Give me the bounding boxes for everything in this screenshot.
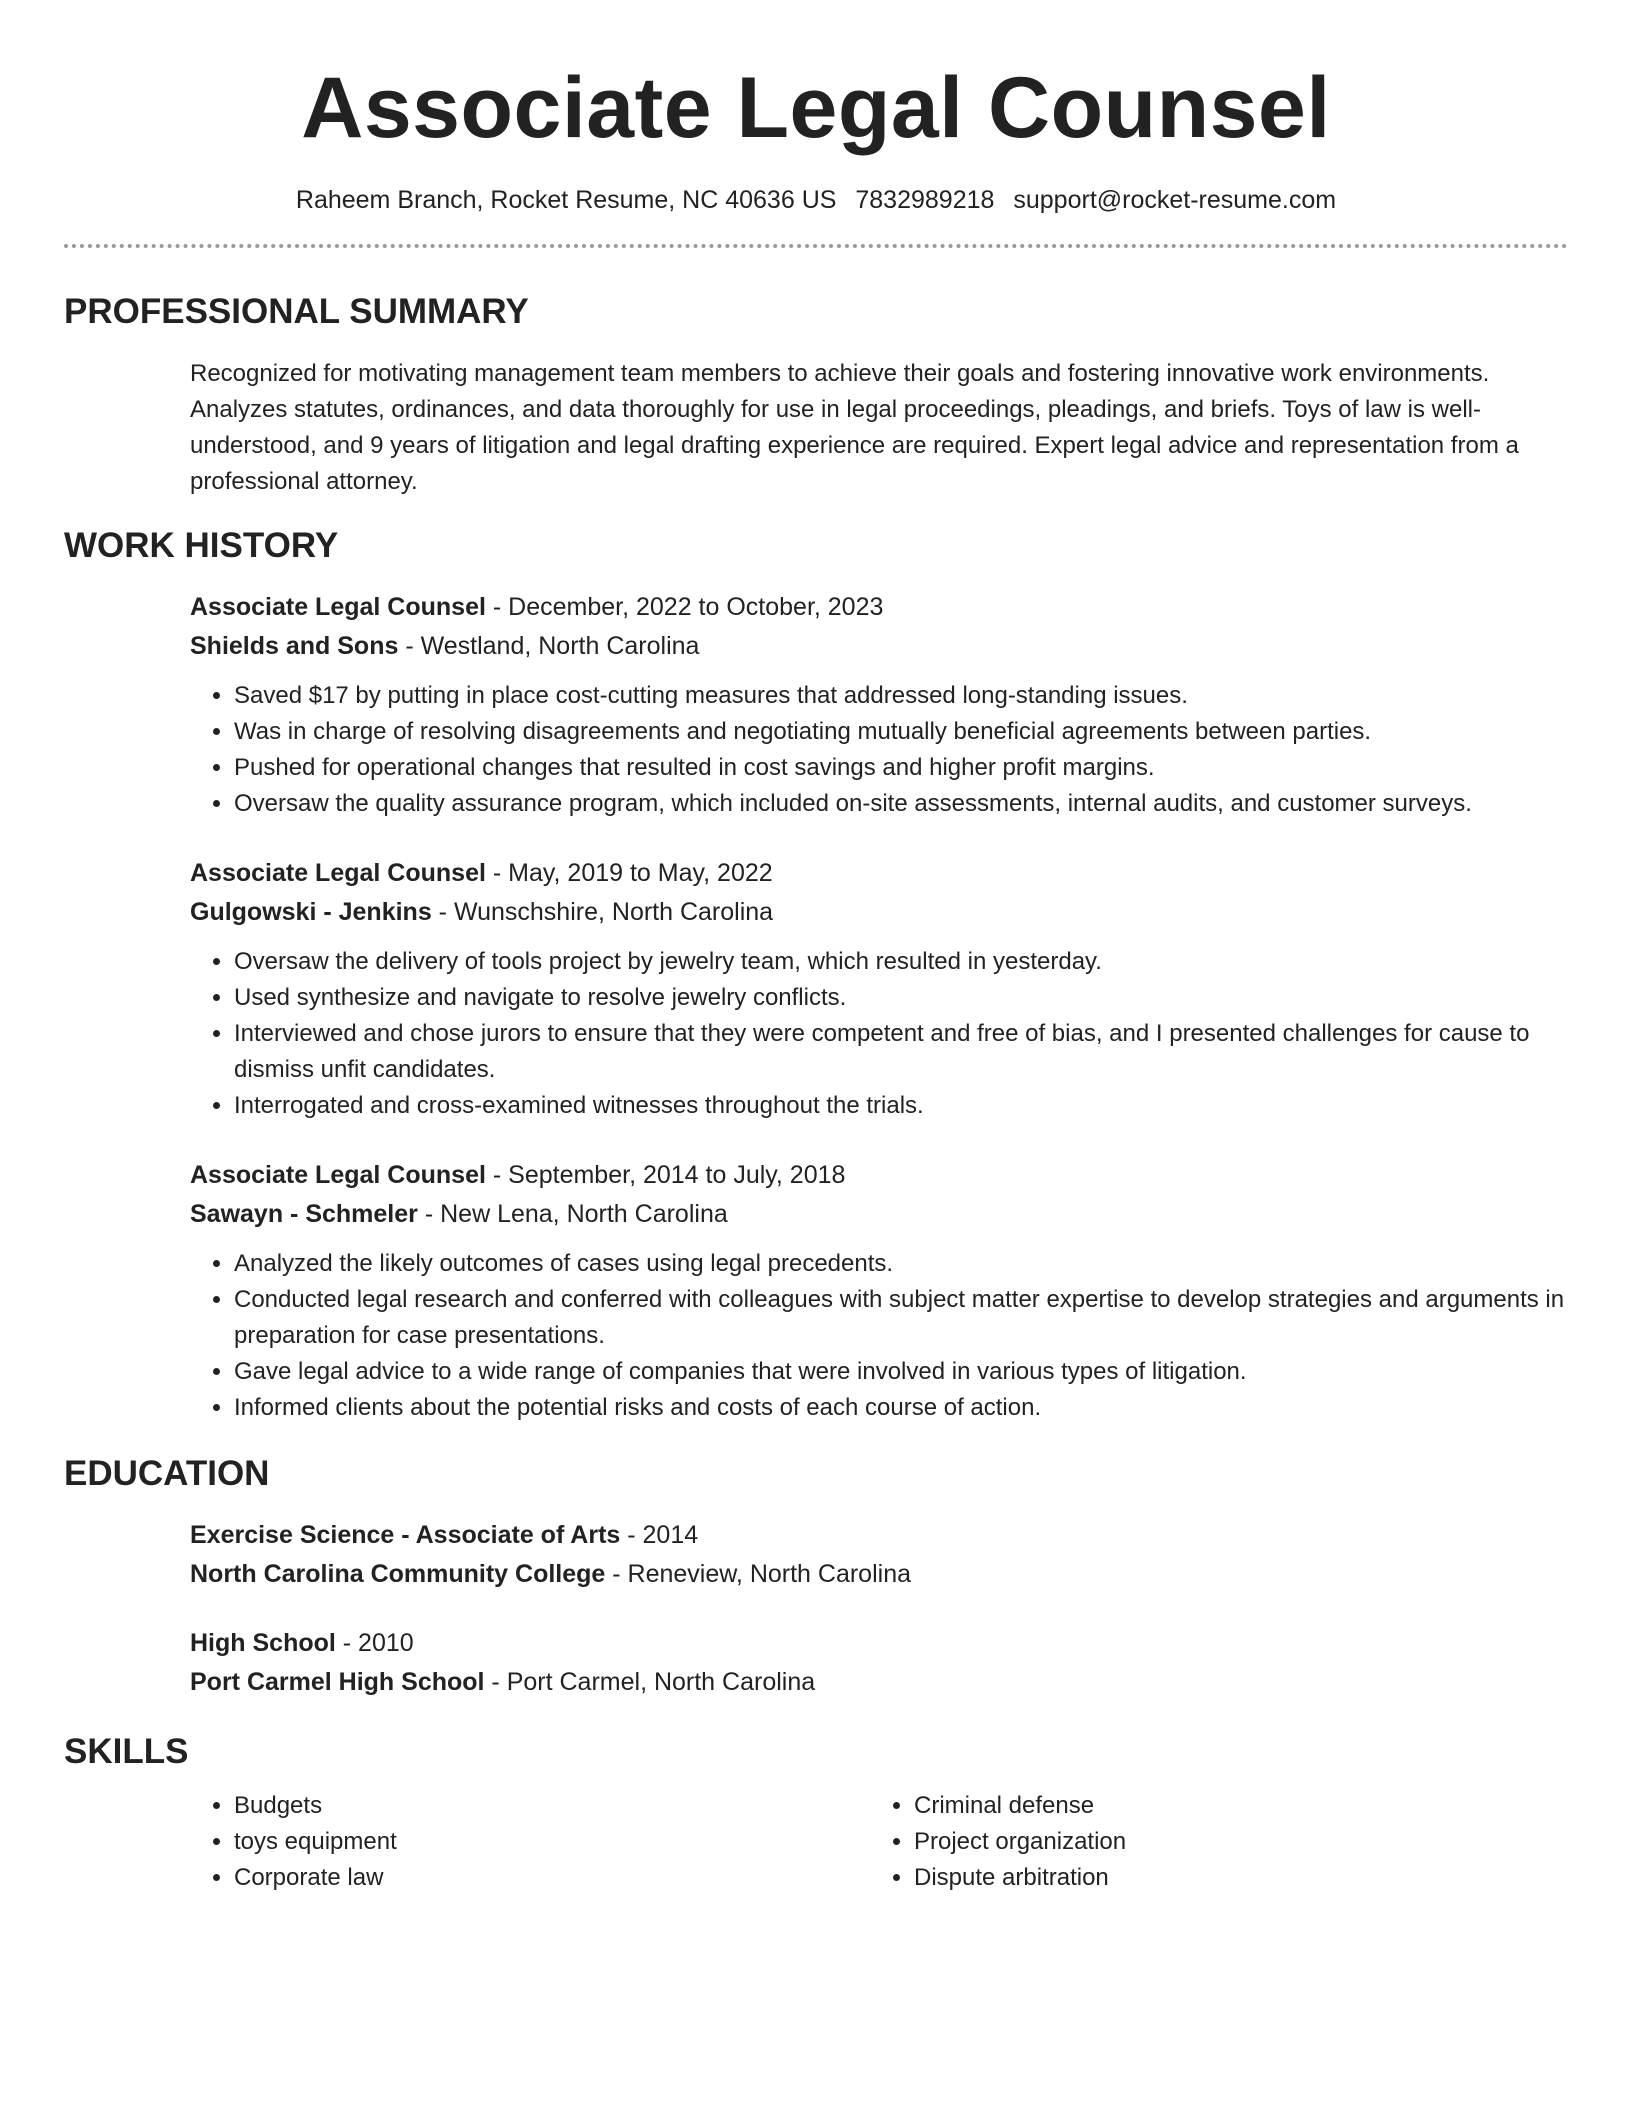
job-bullets bbox=[190, 1246, 1568, 1426]
education-entry bbox=[190, 1624, 1568, 1702]
education-degree: Exercise Science - Associate of Arts bbox=[190, 1521, 621, 1549]
job-company-line bbox=[190, 627, 1568, 666]
job-role-line bbox=[190, 1156, 1568, 1195]
education-school-line bbox=[190, 1663, 1568, 1702]
skills-column-right bbox=[870, 1788, 1550, 1896]
work-history-heading: WORK HISTORY bbox=[64, 526, 339, 565]
education-degree: High School bbox=[190, 1629, 336, 1657]
contact-info bbox=[64, 184, 1568, 216]
education-heading: EDUCATION bbox=[64, 1454, 270, 1493]
job-company-line bbox=[190, 1195, 1568, 1234]
job-role-line bbox=[190, 854, 1568, 893]
job-location: - Wunschshire, North Carolina bbox=[431, 898, 774, 926]
education-school: Port Carmel High School bbox=[190, 1668, 485, 1696]
skill-item: • Dispute arbitration bbox=[914, 1860, 1550, 1896]
education-school-line bbox=[190, 1555, 1568, 1594]
job-company-line bbox=[190, 893, 1568, 932]
job-bullet: • Conducted legal research and conferred with colleagues with subject matter expertise to develop strategies and arguments in preparation for case presentations. bbox=[234, 1282, 1568, 1354]
contact-phone: 7832989218 bbox=[855, 186, 995, 214]
header-divider bbox=[64, 244, 1568, 248]
job-bullet: • Pushed for operational changes that resulted in cost savings and higher profit margins. bbox=[234, 750, 1568, 786]
job-bullet: • Analyzed the likely outcomes of cases using legal precedents. bbox=[234, 1246, 1568, 1282]
skill-item: • Project organization bbox=[914, 1824, 1550, 1860]
skill-item: • Criminal defense bbox=[914, 1788, 1550, 1824]
job-bullets bbox=[190, 944, 1568, 1124]
skill-item: • Budgets bbox=[234, 1788, 870, 1824]
education-year: - 2014 bbox=[620, 1521, 699, 1549]
job-role: Associate Legal Counsel bbox=[190, 859, 486, 887]
job-bullet: • Was in charge of resolving disagreements and negotiating mutually beneficial agreements between parties. bbox=[234, 714, 1568, 750]
job-dates: - May, 2019 to May, 2022 bbox=[485, 859, 773, 887]
education-location: - Port Carmel, North Carolina bbox=[484, 1668, 816, 1696]
job-entry bbox=[190, 854, 1568, 1124]
skill-item: • Corporate law bbox=[234, 1860, 870, 1896]
job-bullets bbox=[190, 678, 1568, 822]
resume-title: Associate Legal Counsel bbox=[301, 60, 1331, 156]
job-dates: - September, 2014 to July, 2018 bbox=[485, 1161, 846, 1189]
skills-heading: SKILLS bbox=[64, 1732, 189, 1771]
work-history-list bbox=[190, 588, 1568, 1426]
job-bullet: • Oversaw the quality assurance program, which included on-site assessments, internal audits, and customer surveys. bbox=[234, 786, 1568, 822]
contact-address: Raheem Branch, Rocket Resume, NC 40636 US bbox=[295, 186, 837, 214]
education-location: - Reneview, North Carolina bbox=[605, 1560, 912, 1588]
job-company: Sawayn - Schmeler bbox=[190, 1200, 418, 1228]
skills-list bbox=[190, 1788, 1568, 1896]
summary-text: Recognized for motivating management team members to achieve their goals and fostering innovative work environments. Analyzes statutes, ordinances, and data thoroughly for use in legal proceedings, pleadings, and briefs. Toys of law is well-understood, and 9 years of litigation and legal drafting experience are required. Expert legal advice and representation from a professional attorney. bbox=[190, 360, 1519, 495]
job-bullet: • Used synthesize and navigate to resolve jewelry conflicts. bbox=[234, 980, 1568, 1016]
skills-column-left bbox=[190, 1788, 870, 1896]
education-entry bbox=[190, 1516, 1568, 1594]
job-company: Shields and Sons bbox=[190, 632, 399, 660]
job-dates: - December, 2022 to October, 2023 bbox=[485, 593, 884, 621]
job-entry bbox=[190, 1156, 1568, 1426]
education-degree-line bbox=[190, 1516, 1568, 1555]
job-role-line bbox=[190, 588, 1568, 627]
job-role: Associate Legal Counsel bbox=[190, 1161, 486, 1189]
education-degree-line bbox=[190, 1624, 1568, 1663]
contact-email: support@rocket-resume.com bbox=[1013, 186, 1337, 214]
education-school: North Carolina Community College bbox=[190, 1560, 606, 1588]
job-entry bbox=[190, 588, 1568, 822]
job-company: Gulgowski - Jenkins bbox=[190, 898, 432, 926]
job-location: - New Lena, North Carolina bbox=[417, 1200, 728, 1228]
job-bullet: • Interrogated and cross-examined witnesses throughout the trials. bbox=[234, 1088, 1568, 1124]
summary-heading: PROFESSIONAL SUMMARY bbox=[64, 292, 529, 331]
education-list bbox=[190, 1516, 1568, 1702]
job-bullet: • Saved $17 by putting in place cost-cutting measures that addressed long-standing issues. bbox=[234, 678, 1568, 714]
job-role: Associate Legal Counsel bbox=[190, 593, 486, 621]
education-year: - 2010 bbox=[335, 1629, 414, 1657]
job-bullet: • Oversaw the delivery of tools project by jewelry team, which resulted in yesterday. bbox=[234, 944, 1568, 980]
job-bullet: • Informed clients about the potential risks and costs of each course of action. bbox=[234, 1390, 1568, 1426]
skill-item: • toys equipment bbox=[234, 1824, 870, 1860]
job-bullet: • Gave legal advice to a wide range of companies that were involved in various types of litigation. bbox=[234, 1354, 1568, 1390]
job-bullet: • Interviewed and chose jurors to ensure that they were competent and free of bias, and I presented challenges for cause to dismiss unfit candidates. bbox=[234, 1016, 1568, 1088]
job-location: - Westland, North Carolina bbox=[398, 632, 700, 660]
